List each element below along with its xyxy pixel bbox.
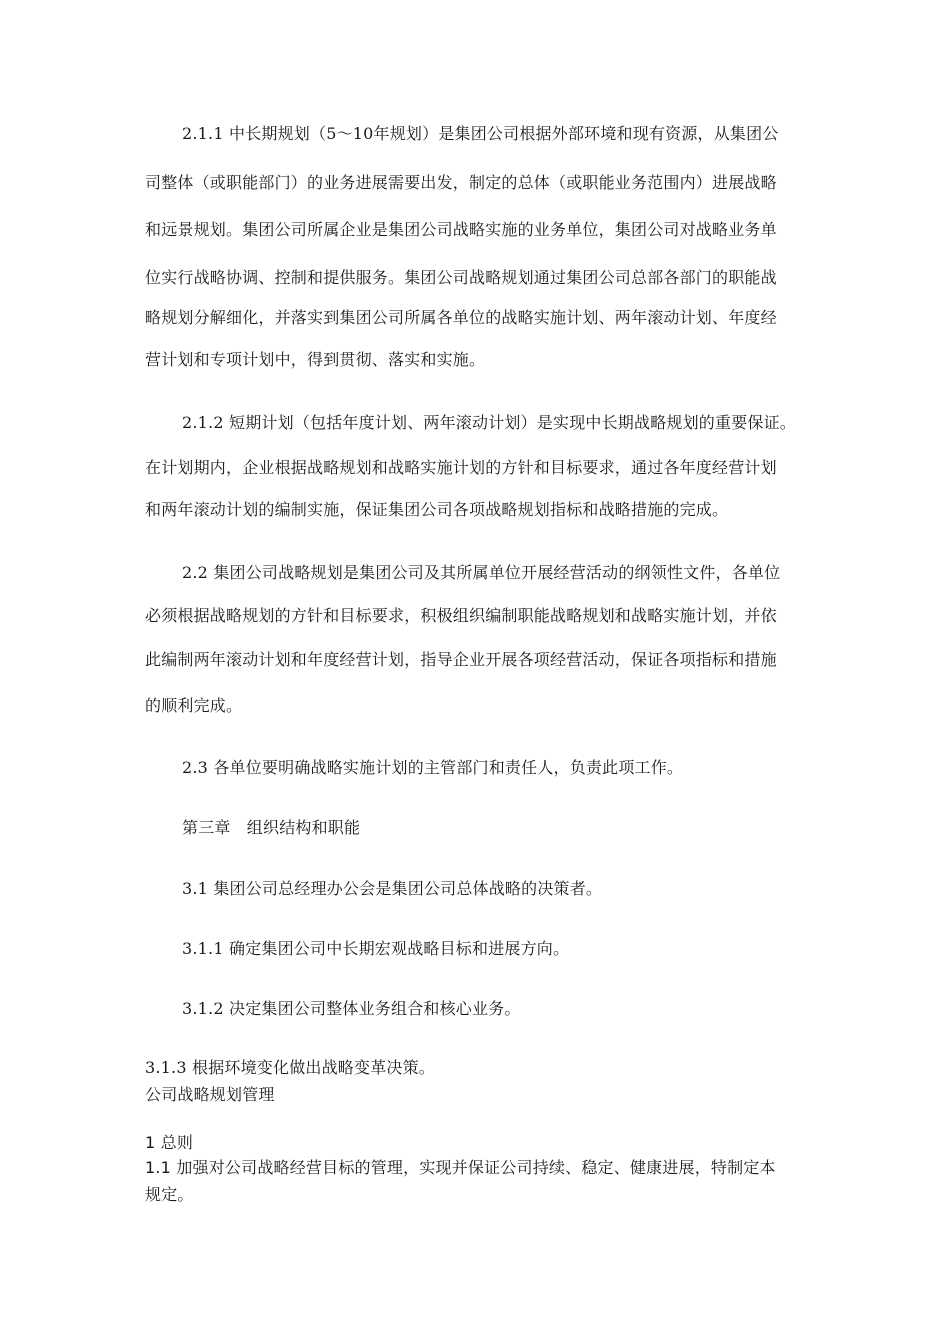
para-2-2-line-4: 的顺利完成。 xyxy=(145,696,243,715)
section-3-1-3: 3.1.3 根据环境变化做出战略变革决策。 xyxy=(145,1058,435,1077)
para-2-1-1-line-6: 营计划和专项计划中，得到贯彻、落实和实施。 xyxy=(145,350,486,369)
section-3-1-2: 3.1.2 决定集团公司整体业务组合和核心业务。 xyxy=(182,999,521,1018)
para-2-2-line-3: 此编制两年滚动计划和年度经营计划，指导企业开展各项经营活动，保证各项指标和措施 xyxy=(145,650,777,669)
heading-general-provisions: 1 总则 xyxy=(145,1133,194,1152)
para-2-1-2-line-3: 和两年滚动计划的编制实施，保证集团公司各项战略规划指标和战略措施的完成。 xyxy=(145,500,729,519)
para-2-1-2-line-2: 在计划期内，企业根据战略规划和战略实施计划的方针和目标要求，通过各年度经营计划 xyxy=(145,458,777,477)
section-3-1: 3.1 集团公司总经理办公会是集团公司总体战略的决策者。 xyxy=(182,879,603,898)
para-2-2-line-1: 2.2 集团公司战略规划是集团公司及其所属单位开展经营活动的纲领性文件，各单位 xyxy=(182,563,781,582)
chapter-3-heading: 第三章 组织结构和职能 xyxy=(182,818,361,837)
para-2-1-1-line-1: 2.1.1 中长期规划（5～10年规划）是集团公司根据外部环境和现有资源，从集团公 xyxy=(182,124,779,143)
section-3-1-1: 3.1.1 确定集团公司中长期宏观战略目标和进展方向。 xyxy=(182,939,570,958)
para-2-1-2-line-1: 2.1.2 短期计划（包括年度计划、两年滚动计划）是实现中长期战略规划的重要保证。 xyxy=(182,413,796,432)
para-2-1-1-line-4: 位实行战略协调、控制和提供服务。集团公司战略规划通过集团公司总部各部门的职能战 xyxy=(145,268,777,287)
doc-title-strategy-management: 公司战略规划管理 xyxy=(145,1085,275,1104)
para-2-1-1-line-3: 和远景规划。集团公司所属企业是集团公司战略实施的业务单位，集团公司对战略业务单 xyxy=(145,220,777,239)
para-2-2-line-2: 必须根据战略规划的方针和目标要求，积极组织编制职能战略规划和战略实施计划，并依 xyxy=(145,606,777,625)
para-2-1-1-line-5: 略规划分解细化，并落实到集团公司所属各单位的战略实施计划、两年滚动计划、年度经 xyxy=(145,308,777,327)
section-1-1-line-2: 规定。 xyxy=(145,1185,194,1204)
para-2-1-1-line-2: 司整体（或职能部门）的业务进展需要出发，制定的总体（或职能业务范围内）进展战略 xyxy=(145,173,777,192)
section-1-1-line-1: 1.1 加强对公司战略经营目标的管理，实现并保证公司持续、稳定、健康进展，特制定本 xyxy=(145,1158,776,1177)
para-2-3: 2.3 各单位要明确战略实施计划的主管部门和责任人，负责此项工作。 xyxy=(182,758,684,777)
